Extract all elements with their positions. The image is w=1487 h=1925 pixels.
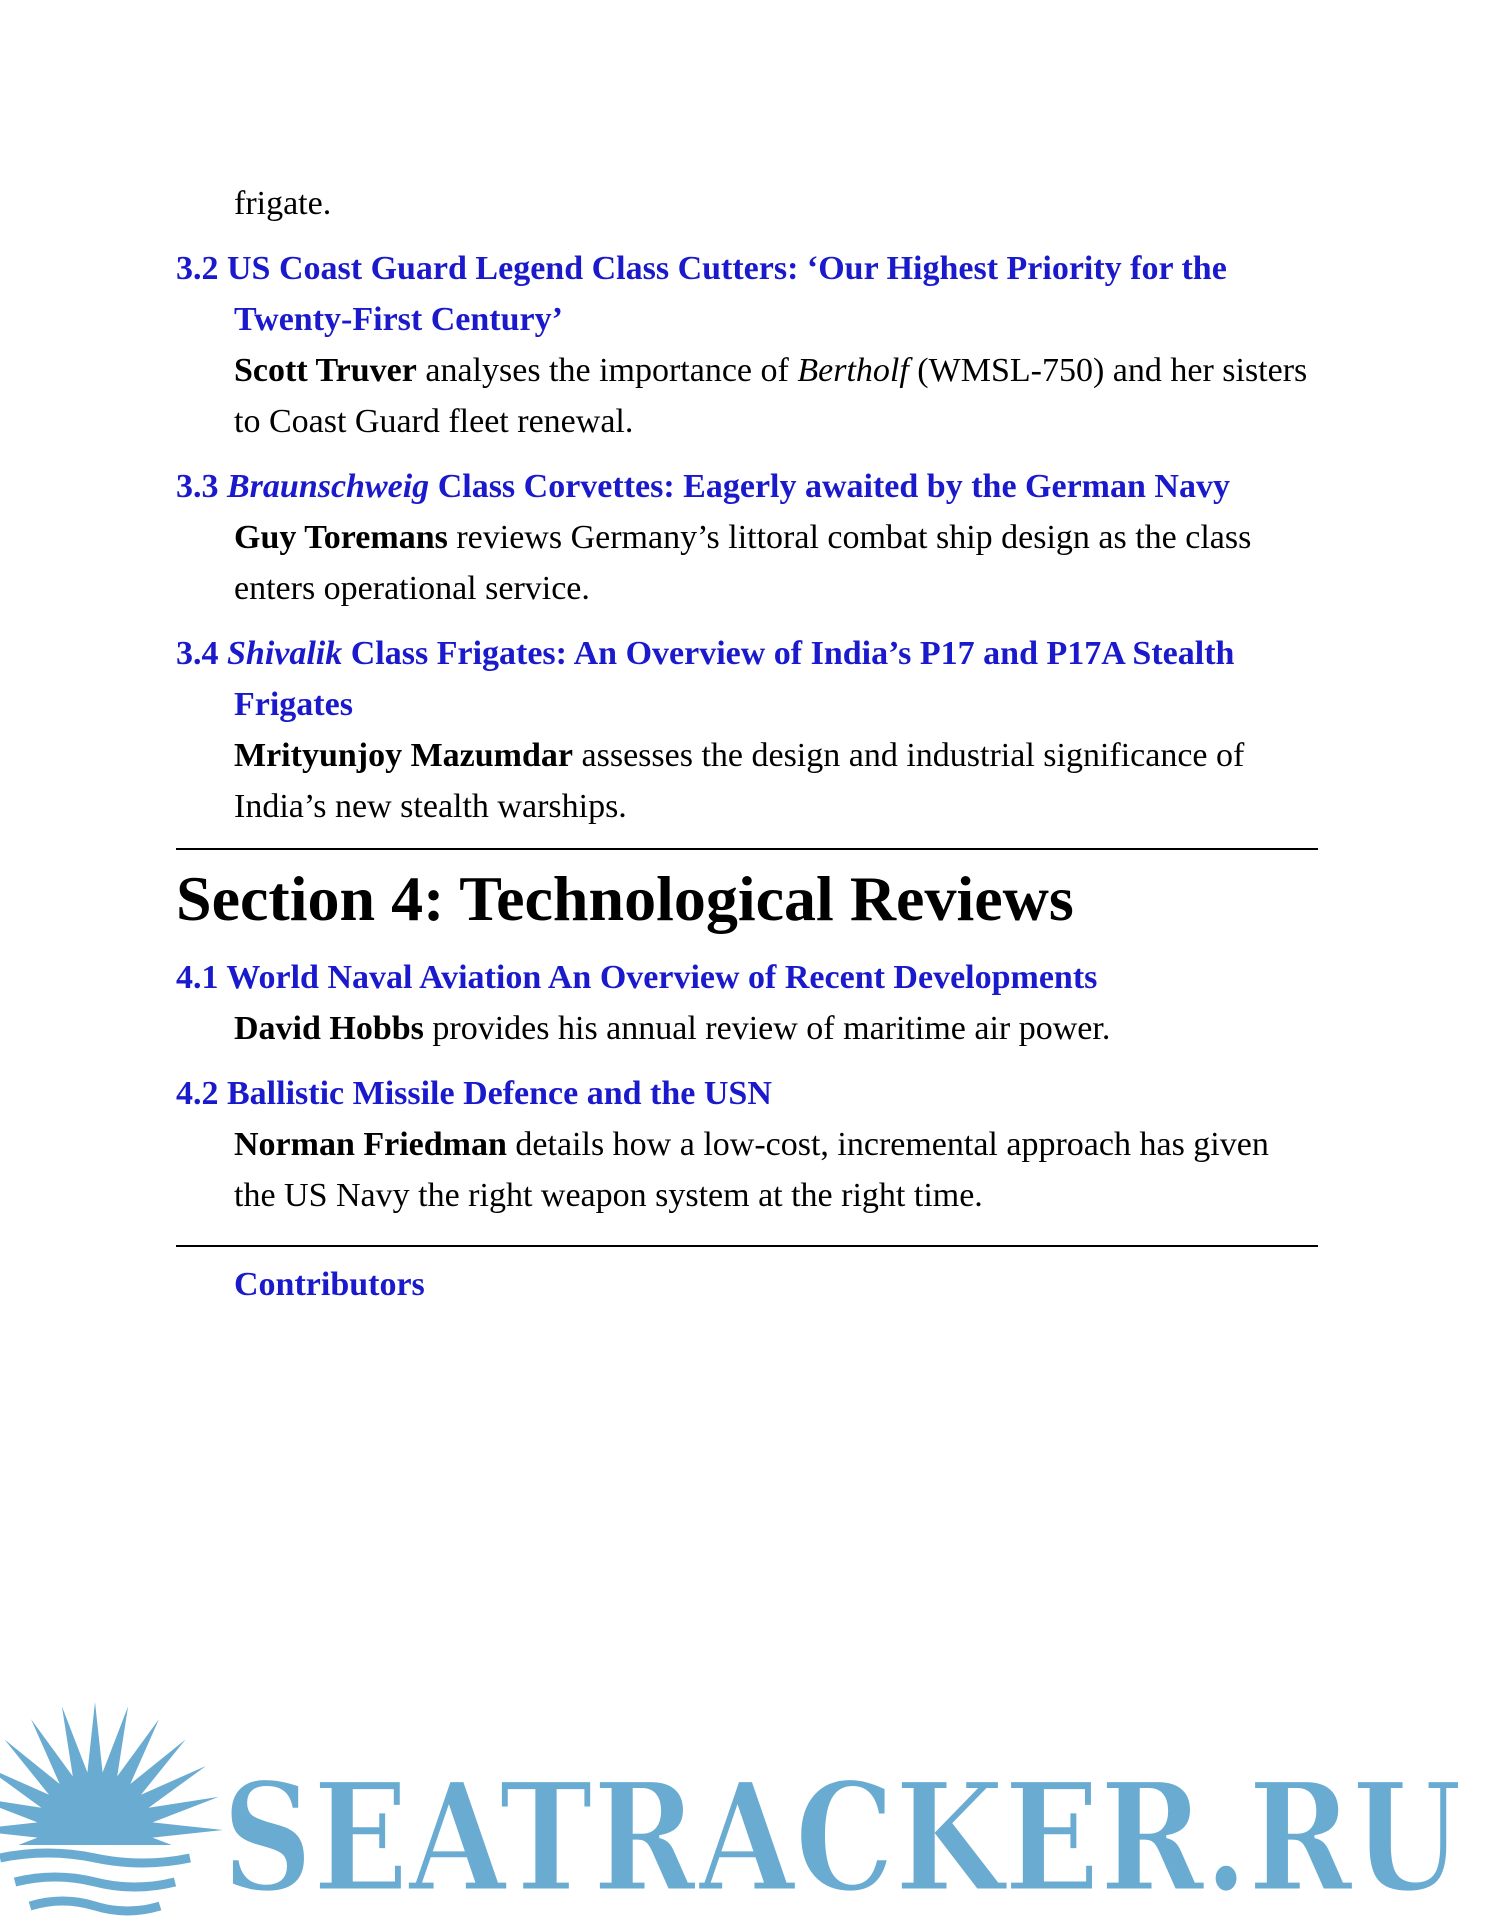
- entry-number: 3.3: [176, 468, 219, 505]
- entry-author: Mrityunjoy Mazumdar: [234, 737, 574, 774]
- toc-entry-4-1: [176, 952, 1318, 1054]
- section-divider: [176, 1245, 1318, 1247]
- entry-title-ship-name: Shivalik: [227, 635, 343, 672]
- toc-entry-title-link[interactable]: [176, 1068, 1318, 1119]
- toc-entry-description: [234, 512, 1318, 614]
- toc-entry-title-link[interactable]: [176, 952, 1318, 1003]
- toc-entry-3-3: [176, 461, 1318, 614]
- sun-wave: [30, 1901, 160, 1911]
- entry-desc-text: assesses the design and industrial significance of India’s new stealth warships.: [234, 737, 1245, 825]
- watermark-text: SEATRACKER.RU: [222, 1750, 1462, 1925]
- toc-page: [176, 178, 1318, 1310]
- section-divider: [176, 848, 1318, 850]
- entry-desc-text: analyses the importance of: [416, 352, 798, 389]
- entry-title-text: US Coast Guard Legend Class Cutters: ‘Our Highest Priority for the Twenty-First Century’: [227, 250, 1227, 338]
- entry-author: Scott Truver: [234, 352, 417, 389]
- sun-wave: [0, 1853, 190, 1863]
- seatracker-watermark: [0, 1700, 1487, 1925]
- entry-title-text: Ballistic Missile Defence and the USN: [227, 1075, 772, 1112]
- entry-title-text: World Naval Aviation An Overview of Recent Developments: [226, 959, 1098, 996]
- toc-entry-title-link[interactable]: [176, 243, 1318, 345]
- toc-entry-4-2: [176, 1068, 1318, 1221]
- toc-entry-3-2: [176, 243, 1318, 447]
- entry-author: David Hobbs: [234, 1010, 424, 1047]
- entry-number: 4.1: [176, 959, 219, 996]
- carryover-text: frigate.: [234, 185, 332, 222]
- entry-desc-text: (WMSL-750) and her sisters to Coast Guard fleet renewal.: [234, 352, 1308, 440]
- entry-author: Guy Toremans: [234, 519, 448, 556]
- sun-wave: [15, 1877, 175, 1887]
- entry-author: Norman Friedman: [234, 1126, 507, 1163]
- entry-desc-ship-name: Bertholf: [797, 352, 909, 389]
- toc-entry-description: [234, 1119, 1318, 1221]
- entry-desc-text: provides his annual review of maritime air power.: [423, 1010, 1111, 1047]
- entry-number: 3.2: [176, 250, 219, 287]
- toc-entry-description: [234, 730, 1318, 832]
- sun-logo-icon: [0, 1702, 223, 1925]
- entry-desc-text: reviews Germany’s littoral combat ship design as the class enters operational service.: [234, 519, 1252, 607]
- toc-entry-description: [234, 1003, 1318, 1054]
- contributors-link[interactable]: Contributors: [234, 1266, 425, 1303]
- toc-entry-description: [234, 345, 1318, 447]
- entry-desc-text: details how a low-cost, incremental approach has given the US Navy the right weapon system at the right time.: [234, 1126, 1269, 1214]
- toc-entry-3-4: [176, 628, 1318, 832]
- entry-title-text: Class Frigates: An Overview of India’s P17 and P17A Stealth Frigates: [234, 635, 1235, 723]
- entry-title-ship-name: Braunschweig: [227, 468, 430, 505]
- entry-number: 4.2: [176, 1075, 219, 1112]
- entry-number: 3.4: [176, 635, 219, 672]
- entry-title-text: Class Corvettes: Eagerly awaited by the German Navy: [429, 468, 1230, 505]
- toc-entry-title-link[interactable]: [176, 461, 1318, 512]
- section-heading: Section 4: Technological Reviews: [176, 863, 1074, 934]
- toc-entry-title-link[interactable]: [176, 628, 1318, 730]
